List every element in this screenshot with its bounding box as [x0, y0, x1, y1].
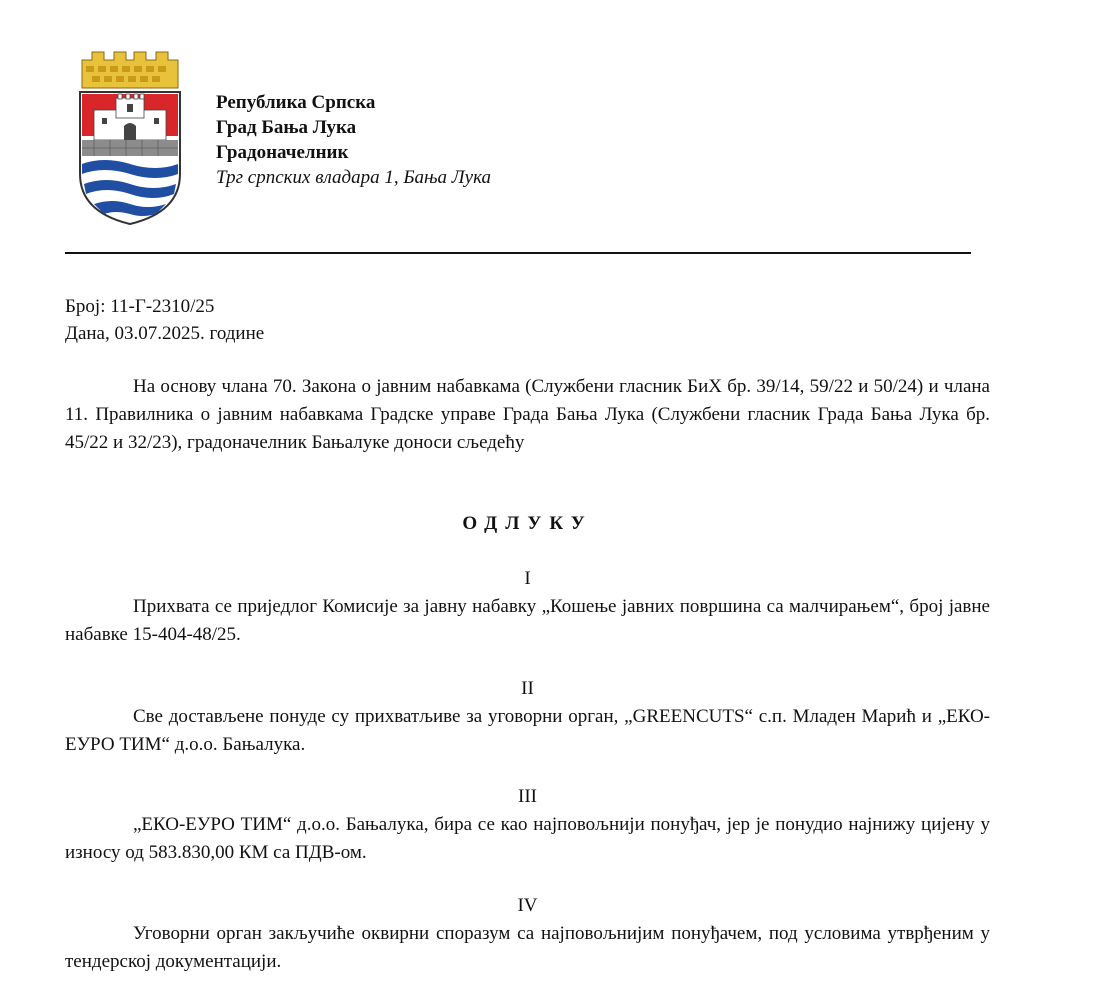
document-number: Број: 11-Г-2310/25: [65, 296, 215, 317]
coat-of-arms-icon: [74, 46, 186, 226]
letterhead: [216, 90, 491, 190]
section-numeral: II: [521, 678, 534, 699]
document-meta: [65, 293, 264, 347]
city-name: Град Бања Лука: [216, 117, 357, 138]
preamble-paragraph: На основу члана 70. Закона о јавним набавкама (Службени гласник БиХ бр. 39/14, 59/22 и 50/24) и члана 11. Правилника о јавним набавкама Градске управе Града Бања Лука (Службени гласник Града Бања Лука бр. 45/22 и 32/23), градоначелник Бањалуке доноси сљедећу: [65, 376, 990, 453]
document-date: Дана, 03.07.2025. године: [65, 323, 265, 344]
decision-title: ОДЛУКУ: [462, 513, 593, 534]
section-text: Све достављене понуде су прихватљиве за уговорни орган, „GREENCUTS“ с.п. Младен Марић и „ЕКО-ЕУРО ТИМ“ д.о.о. Бањалука.: [65, 706, 990, 755]
section-text: Уговорни орган закључиће оквирни споразум са најповољнијим понуђачем, под условима утврђеним у тендерској документацији.: [65, 923, 990, 972]
section-text: „ЕКО-ЕУРО ТИМ“ д.о.о. Бањалука, бира се као најповољнији понуђач, јер је понудио најнижу цијену у износу од 583.830,00 КМ са ПДВ-ом.: [65, 814, 990, 863]
section-numeral: IV: [517, 895, 538, 916]
republic-name: Република Српска: [216, 92, 376, 113]
office-name: Градоначелник: [216, 142, 349, 163]
section-text: Прихвата се приједлог Комисије за јавну набавку „Кошење јавних површина са малчирањем“, број јавне набавке 15-404-48/25.: [65, 596, 990, 645]
crown-icon: [82, 52, 178, 88]
office-address: Трг српских владара 1, Бања Лука: [216, 167, 492, 188]
section-numeral: I: [524, 568, 531, 589]
shield-icon: [80, 92, 180, 224]
section-numeral: III: [518, 786, 537, 807]
header-divider: [65, 252, 971, 254]
